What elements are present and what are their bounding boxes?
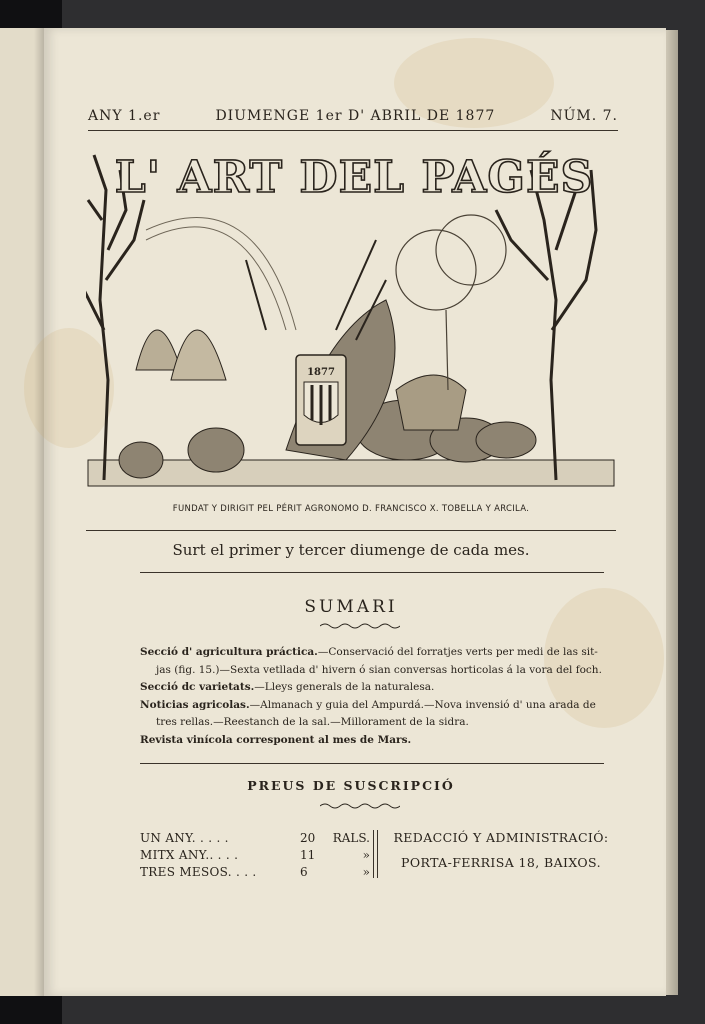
summary-entry: Secció dc varietats.—Lleys generals de la naturalesa. (140, 681, 435, 694)
summary-entry: Secció d' agricultura práctica.—Conservació del forratjes verts per medi de las sit- jas (fig. 15.)—Sexta vetllada d' hivern ó sian conversas horticolas á la vora del foch. (140, 646, 602, 676)
haystack-icon (171, 330, 226, 380)
book-binding-top (0, 0, 62, 28)
page-edge (666, 30, 678, 995)
founder-credit: FUNDAT Y DIRIGIT PEL PÉRIT AGRONOMO D. FRANCISCO X. TOBELLA Y ARCILA. (172, 504, 530, 514)
summary-entry: Revista vinícola corresponent al mes de Mars. (140, 733, 412, 746)
haystack-icon (136, 330, 181, 370)
administration-block (386, 830, 616, 870)
price-row: TRES MESOS. . . . 6 » (140, 865, 370, 879)
masthead-illustration (86, 130, 616, 490)
summary-heading: SUMARI (304, 597, 398, 617)
rainbow-arc (146, 227, 286, 330)
summary-entry: Noticias agricolas.—Almanach y guia del Ampurdá.—Nova invensió d' una arada de tres rellas.—Reestanch de la sal.—Millorament de la sidra. (140, 698, 596, 729)
subscription-heading: PREUS DE SUSCRIPCIÓ (247, 778, 455, 793)
left-tree-icon (86, 155, 144, 480)
year-label: ANY 1.er (88, 108, 161, 124)
newspaper-title: L' ART DEL PAGÉS (114, 152, 594, 203)
column-separator (373, 830, 378, 878)
masthead-line (88, 108, 618, 131)
book-binding-bottom (0, 996, 62, 1024)
divider (140, 763, 604, 764)
price-row: MITX ANY.. . . . 11 » (140, 848, 370, 862)
admin-heading: REDACCIÓ Y ADMINISTRACIÓ: (393, 830, 609, 845)
ground-strip (88, 460, 614, 486)
price-row: UN ANY. . . . . 20 RALS. (140, 831, 370, 845)
facing-page (0, 28, 46, 996)
wavy-ornament (320, 622, 400, 630)
issue-date: DIUMENGE 1er D' ABRIL DE 1877 (215, 108, 496, 124)
divider (140, 572, 604, 573)
shield-year: 1877 (307, 367, 335, 378)
divider (86, 530, 616, 531)
admin-address: PORTA-FERRISA 18, BAIXOS. (401, 855, 601, 870)
summary-list (140, 644, 610, 750)
issue-number: NÚM. 7. (550, 108, 618, 124)
price-table (140, 830, 370, 881)
leafy-tree-icon (396, 215, 506, 390)
basket-icon (396, 375, 466, 430)
wavy-ornament (320, 802, 400, 810)
publication-schedule: Surt el primer y tercer diumenge de cada mes. (172, 541, 530, 559)
